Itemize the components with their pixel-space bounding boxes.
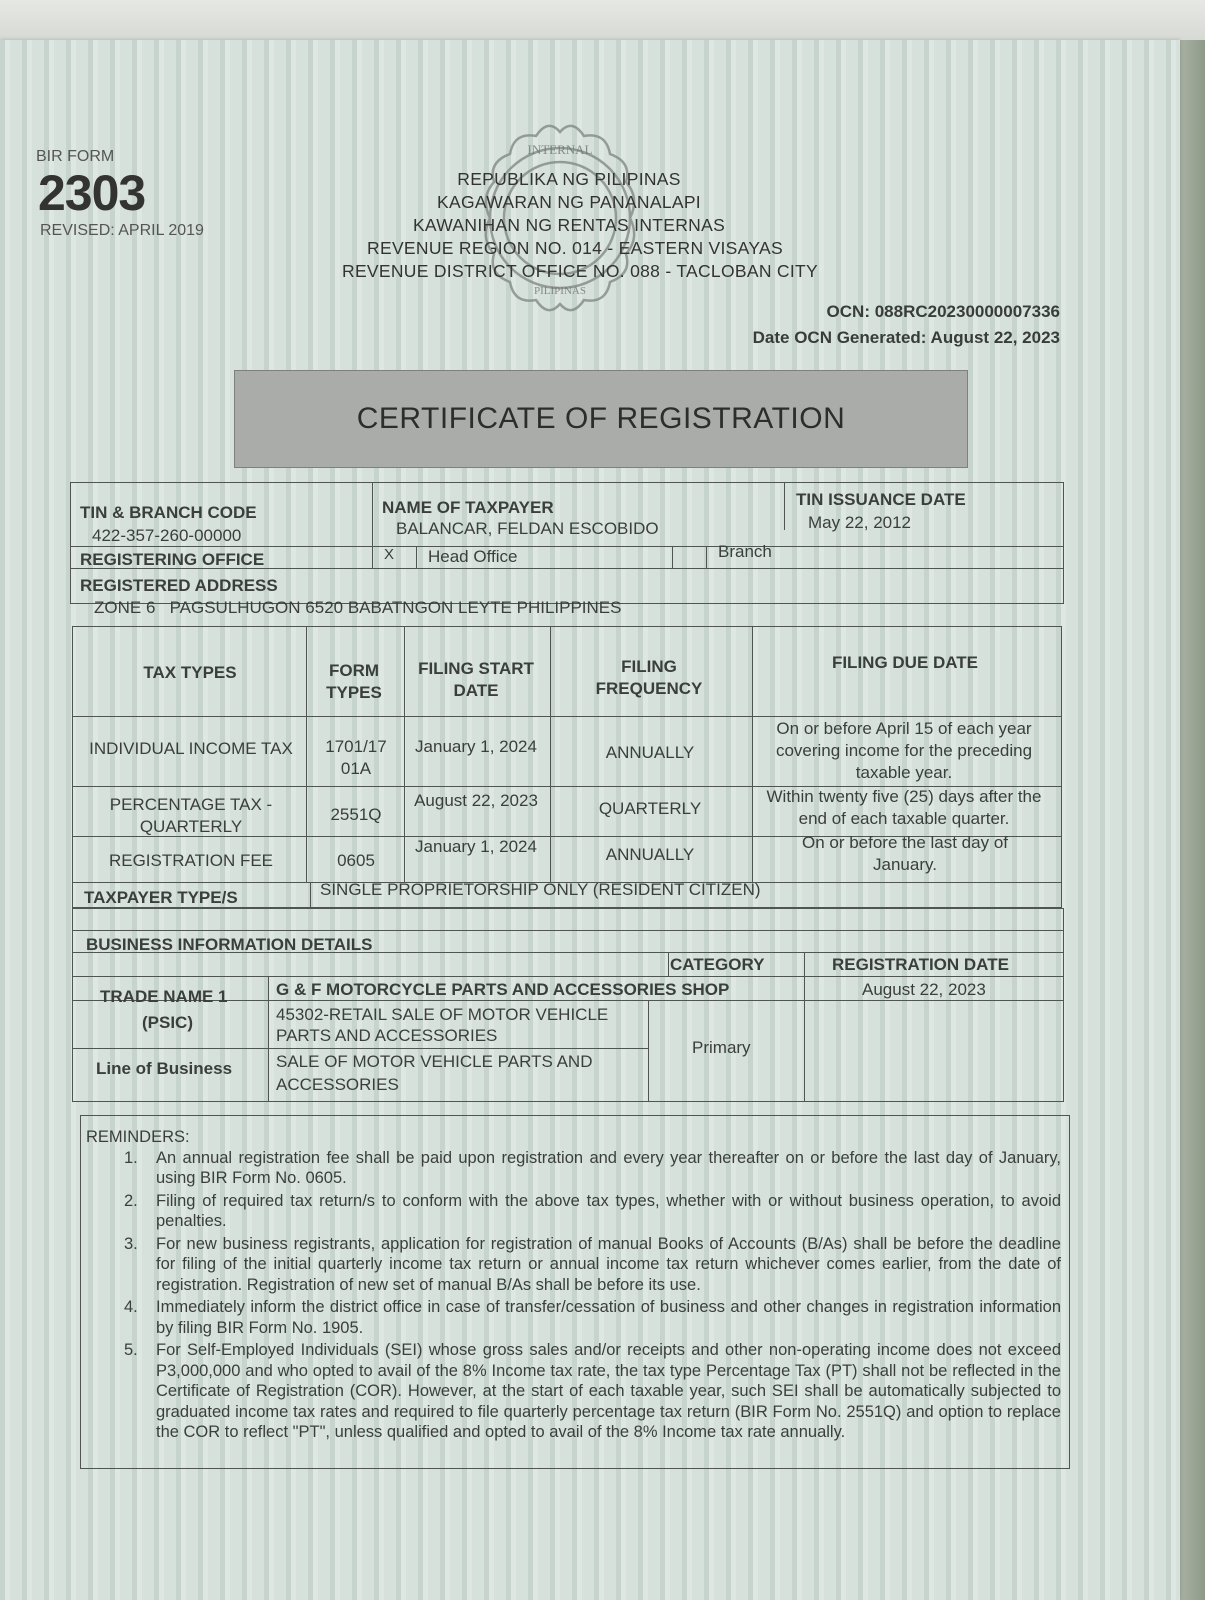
form-revised: REVISED: APRIL 2019 bbox=[40, 222, 204, 239]
tax-row-1-start: January 1, 2024 bbox=[415, 737, 537, 756]
tin-issuance-label: TIN ISSUANCE DATE bbox=[796, 490, 966, 509]
col-filing-start-date: FILING START DATE bbox=[418, 659, 534, 700]
taxpayer-type-value: SINGLE PROPRIETORSHIP ONLY (RESIDENT CITIZEN) bbox=[320, 880, 761, 899]
registered-address-value: ZONE 6 PAGSULHUGON 6520 BABATNGON LEYTE PHILIPPINES bbox=[94, 598, 622, 617]
psic-label: (PSIC) bbox=[142, 1013, 193, 1032]
tax-row-1-form: 1701/17 01A bbox=[325, 737, 387, 778]
tax-row-1-type: INDIVIDUAL INCOME TAX bbox=[89, 739, 293, 758]
tax-row-3-form: 0605 bbox=[337, 851, 375, 870]
registering-office-label: REGISTERING OFFICE bbox=[80, 550, 265, 569]
reminder-item bbox=[86, 1191, 1061, 1232]
divider bbox=[804, 952, 805, 1102]
divider bbox=[648, 1000, 649, 1102]
category-label: CATEGORY bbox=[670, 955, 765, 974]
divider bbox=[306, 626, 307, 882]
header-line-3: KAWANIHAN NG RENTAS INTERNAS bbox=[412, 215, 726, 235]
tax-row-3-start: January 1, 2024 bbox=[415, 837, 537, 856]
header-line-4: REVENUE REGION NO. 014 - EASTERN VISAYAS bbox=[367, 238, 783, 258]
psic-value: 45302-RETAIL SALE OF MOTOR VEHICLE PARTS AND ACCESSORIES bbox=[276, 1005, 609, 1045]
tax-row-3-frequency: ANNUALLY bbox=[605, 845, 695, 864]
reminder-text: For Self-Employed Individuals (SEI) whose gross sales and/or receipts and other non-operating income does not exceed P3,000,000 and who opted to avail of the 8% Income tax rate, the tax type Percentage Tax (PT) shall not be reflected in the Certificate of Registration (COR). However, at the start of each taxable year, such SEI shall be automatically subjected to graduated income tax rates and required to file quarterly percentage tax return (BIR Form No. 2551Q) and option to replace the COR to reflect "PT", unless qualified and opted to avail of the 8% Income tax rate annually. bbox=[156, 1341, 1061, 1441]
tax-row-2-start: August 22, 2023 bbox=[414, 791, 538, 810]
ocn-date: Date OCN Generated: August 22, 2023 bbox=[752, 328, 1060, 347]
head-office-checkbox: X bbox=[384, 546, 395, 563]
tax-row-2-type: PERCENTAGE TAX - QUARTERLY bbox=[109, 795, 273, 836]
registration-date-label: REGISTRATION DATE bbox=[832, 955, 1009, 974]
tax-row-2-form: 2551Q bbox=[330, 805, 382, 824]
registration-date-value: August 22, 2023 bbox=[862, 980, 986, 999]
header-line-5: REVENUE DISTRICT OFFICE NO. 088 - TACLOBAN CITY bbox=[342, 261, 818, 281]
form-label: BIR FORM bbox=[36, 148, 115, 165]
tax-row-2-frequency: QUARTERLY bbox=[598, 799, 702, 818]
tax-row-3-type: REGISTRATION FEE bbox=[108, 851, 274, 870]
reminders bbox=[86, 1127, 1061, 1445]
reminder-number: 5. bbox=[124, 1341, 138, 1359]
tax-row-2-due: Within twenty five (25) days after the end of each taxable quarter. bbox=[766, 787, 1042, 828]
head-office-label: Head Office bbox=[428, 547, 518, 566]
reminder-item bbox=[86, 1234, 1061, 1296]
divider bbox=[404, 626, 405, 882]
divider bbox=[268, 976, 269, 1102]
seal-bottom-text: PILIPINAS bbox=[534, 285, 586, 297]
trade-name-label: TRADE NAME 1 bbox=[100, 987, 228, 1006]
header-line-1: REPUBLIKA NG PILIPINAS bbox=[457, 169, 681, 189]
seal-top-text: INTERNAL bbox=[527, 142, 593, 157]
col-tax-types: TAX TYPES bbox=[143, 663, 237, 682]
reminder-text: For new business registrants, application for registration of manual Books of Accounts (B/As) shall be before the deadline for filing of the initial quarterly income tax return or annual income tax return whichever comes earlier, from the date of registration. Registration of new set of manual B/As shall be before its use. bbox=[156, 1234, 1061, 1294]
reminder-number: 3. bbox=[124, 1234, 138, 1253]
trade-name-value: G & F MOTORCYCLE PARTS AND ACCESSORIES SHOP bbox=[276, 980, 730, 999]
registered-address-label: REGISTERED ADDRESS bbox=[80, 576, 278, 595]
reminder-number: 2. bbox=[124, 1191, 138, 1210]
reminders-list bbox=[86, 1148, 1061, 1443]
form-number: 2303 bbox=[38, 165, 146, 221]
business-info-label: BUSINESS INFORMATION DETAILS bbox=[86, 935, 373, 954]
reminder-number: 4. bbox=[124, 1298, 138, 1316]
reminders-label: REMINDERS: bbox=[86, 1128, 190, 1146]
header-line-2: KAGAWARAN NG PANANALAPI bbox=[437, 192, 701, 212]
tax-row-1-due: On or before April 15 of each year covering income for the preceding taxable year. bbox=[775, 719, 1033, 782]
tax-row-1-frequency: ANNUALLY bbox=[605, 743, 695, 762]
divider bbox=[72, 930, 1064, 931]
ocn-block bbox=[753, 299, 1060, 351]
reminder-item bbox=[86, 1297, 1061, 1338]
divider bbox=[550, 626, 551, 882]
taxpayer-type-label: TAXPAYER TYPE/S bbox=[84, 888, 238, 907]
category-value: Primary bbox=[692, 1038, 751, 1057]
reminder-text: Filing of required tax return/s to conform with the above tax types, whether with or without business operation, to avoid penalties. bbox=[156, 1191, 1061, 1230]
divider bbox=[706, 546, 707, 568]
tin-issuance-value: May 22, 2012 bbox=[808, 513, 912, 532]
reminder-item bbox=[86, 1148, 1061, 1189]
tin-value: 422-357-260-00000 bbox=[92, 526, 242, 545]
tin-label: TIN & BRANCH CODE bbox=[80, 503, 257, 522]
divider bbox=[72, 1048, 648, 1049]
divider bbox=[784, 482, 785, 530]
col-filing-due-date: FILING DUE DATE bbox=[831, 653, 979, 672]
divider bbox=[416, 546, 417, 568]
certificate-title: CERTIFICATE OF REGISTRATION bbox=[234, 370, 968, 468]
tax-row-3-due: On or before the last day of January. bbox=[801, 833, 1008, 874]
reminder-text: An annual registration fee shall be paid upon registration and every year thereafter on or before the last day of January, using BIR Form No. 0605. bbox=[156, 1148, 1061, 1187]
agency-header bbox=[300, 168, 830, 283]
divider bbox=[672, 546, 673, 568]
ocn-number: OCN: 088RC20230000007336 bbox=[826, 302, 1060, 321]
branch-label: Branch bbox=[718, 542, 772, 561]
divider bbox=[72, 976, 1064, 977]
col-filing-frequency: FILING FREQUENCY bbox=[595, 657, 703, 698]
taxpayer-name-label: NAME OF TAXPAYER bbox=[382, 498, 554, 517]
line-of-business-label: Line of Business bbox=[96, 1059, 233, 1078]
divider bbox=[668, 952, 669, 976]
divider bbox=[310, 882, 311, 908]
divider bbox=[752, 626, 753, 882]
divider bbox=[70, 546, 1064, 547]
reminder-text: Immediately inform the district office in case of transfer/cessation of business and other changes in registration information by filing BIR Form No. 1905. bbox=[156, 1298, 1061, 1337]
divider bbox=[72, 716, 1062, 717]
reminder-number: 1. bbox=[124, 1148, 138, 1167]
taxpayer-name-value: BALANCAR, FELDAN ESCOBIDO bbox=[396, 519, 659, 538]
line-of-business-value: SALE OF MOTOR VEHICLE PARTS AND ACCESSORIES bbox=[276, 1052, 593, 1094]
divider bbox=[372, 482, 373, 568]
reminder-item bbox=[86, 1340, 1061, 1443]
col-form-types: FORM TYPES bbox=[326, 661, 382, 702]
